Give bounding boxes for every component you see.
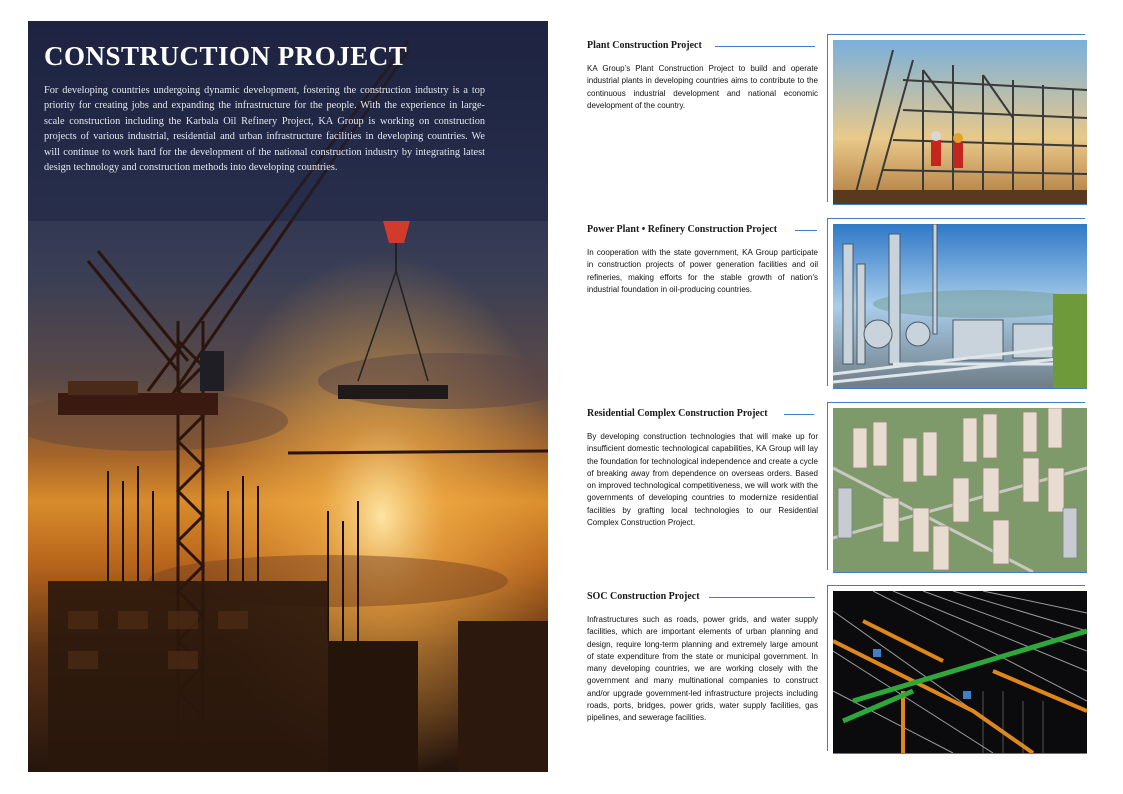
- frame-line: [827, 402, 828, 570]
- frame-line: [833, 753, 1087, 754]
- section-text: KA Group’s Plant Construction Project to build and operate industrial plants in developing countries aims to contribute to the continuous industrial development and national economic development of the country.: [587, 64, 818, 110]
- title-rule: [784, 414, 814, 415]
- frame-line: [827, 34, 828, 202]
- frame-line: [827, 585, 828, 751]
- hero-body-text: For developing countries undergoing dynamic development, fostering the construction industry is a top priority for creating jobs and expanding the infrastructure for the people. With the experience in large-scale construction including the Karbala Oil Refinery Project, KA Group is working on construction projects of various industrial, residential and urban infrastructure facilities in developing countries. We will continue to work hard for the development of the national construction industry by integrating latest design technology and construction methods into developing countries.: [44, 85, 485, 174]
- frame-line: [827, 218, 1085, 219]
- frame-line: [833, 204, 1087, 205]
- section-text: In cooperation with the state government, KA Group participate in construction projects of power generation facilities and oil refineries, making efforts for the stable growth of nation’s industrial foundation in oil-producing countries.: [587, 248, 818, 294]
- title-rule: [795, 230, 817, 231]
- frame-line: [827, 402, 1085, 403]
- frame-line: [827, 34, 1085, 35]
- section-title: Residential Complex Construction Project: [587, 408, 768, 419]
- hero-title: CONSTRUCTION PROJECT: [44, 41, 408, 71]
- section-title: SOC Construction Project: [587, 591, 700, 602]
- section-soc-construction: [587, 591, 1087, 723]
- section-text: By developing construction technologies that will make up for insufficient domestic technological capabilities, KA Group will lay the foundation for technological independence and create a cycle of breaking away from dependence on overseas orders. Based on improved technological competitiveness, we will work with the governments of developing countries to modernize residential facilities by grafting local technologies to our Residential Complex Construction Project.: [587, 432, 818, 528]
- hero-panel: [28, 21, 548, 772]
- frame-line: [827, 585, 1085, 586]
- section-power-refinery: [587, 224, 1087, 294]
- frame-line: [833, 572, 1087, 573]
- soc-infrastructure-render: [833, 591, 1087, 753]
- plant-scaffold-photo: [833, 40, 1087, 204]
- section-title: Plant Construction Project: [587, 40, 702, 51]
- title-rule: [715, 46, 815, 47]
- section-text: Infrastructures such as roads, power grids, and water supply facilities, which are important elements of urban planning and design, require long-term planning and extremely large amount of state expenditure from the state or municipal government. In many developing countries, we are working closely with the government and many multinational companies to construct and/or upgrade government-led infrastructure projects including roads, ports, bridges, power grids, water supply facilities, gas pipelines, and sewerage facilities.: [587, 615, 818, 723]
- section-title: Power Plant • Refinery Construction Project: [587, 224, 778, 235]
- frame-line: [833, 388, 1087, 389]
- frame-line: [827, 218, 828, 386]
- residential-complex-photo: [833, 408, 1087, 572]
- refinery-photo: [833, 224, 1087, 388]
- section-residential-complex: [587, 408, 1087, 528]
- section-plant-construction: [587, 40, 1087, 110]
- title-rule: [709, 597, 815, 598]
